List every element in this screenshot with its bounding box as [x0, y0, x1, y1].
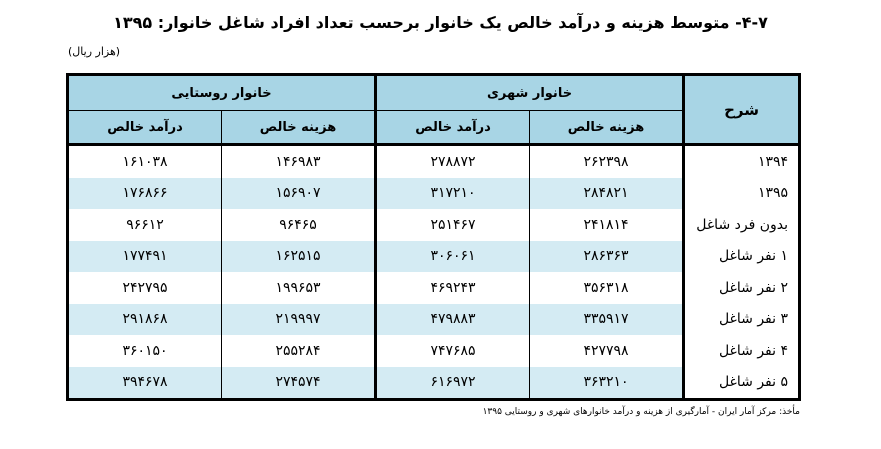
- source-note: مأخذ: مرکز آمار ایران - آمارگیری از هزینه و درآمد خانوارهای شهری و روستایی ۱۳۹۵: [482, 407, 800, 417]
- table-row: [68, 241, 800, 273]
- urban-cost-cell: ۲۸۴۸۲۱: [530, 178, 684, 210]
- rural-income-cell: ۲۴۲۷۹۵: [68, 272, 222, 304]
- rural-cost-cell: ۱۹۹۶۵۳: [222, 272, 376, 304]
- rural-cost-cell: ۲۱۹۹۹۷: [222, 304, 376, 336]
- rural-income-cell: ۹۶۶۱۲: [68, 209, 222, 241]
- table-row: [68, 209, 800, 241]
- urban-cost-cell: ۲۴۱۸۱۴: [530, 209, 684, 241]
- unit-note: (هزار ریال): [68, 45, 121, 58]
- row-label: ۴ نفر شاغل: [684, 335, 800, 367]
- row-label: ۵ نفر شاغل: [684, 367, 800, 400]
- urban-group-header: خانوار شهری: [376, 75, 684, 111]
- table-row: [68, 272, 800, 304]
- rural-cost-cell: ۱۵۶۹۰۷: [222, 178, 376, 210]
- label-column-header: شرح: [684, 75, 800, 145]
- table-row: [68, 367, 800, 400]
- urban-income-cell: ۳۰۶۰۶۱: [376, 241, 530, 273]
- urban-cost-cell: ۲۶۲۳۹۸: [530, 145, 684, 178]
- rural-income-cell: ۳۹۴۶۷۸: [68, 367, 222, 400]
- table-row: [68, 145, 800, 178]
- rural-income-cell: ۱۷۷۴۹۱: [68, 241, 222, 273]
- urban-income-cell: ۳۱۷۲۱۰: [376, 178, 530, 210]
- rural-cost-cell: ۲۷۴۵۷۴: [222, 367, 376, 400]
- table-title: ۴-۷- متوسط هزینه و درآمد خالص یک خانوار برحسب تعداد افراد شاغل خانوار: ۱۳۹۵: [113, 13, 768, 32]
- rural-cost-header: هزینه خالص: [222, 111, 376, 145]
- row-label: ۲ نفر شاغل: [684, 272, 800, 304]
- table-row: [68, 178, 800, 210]
- statistics-table: [66, 73, 801, 401]
- rural-income-cell: ۲۹۱۸۶۸: [68, 304, 222, 336]
- rural-income-header: درآمد خالص: [68, 111, 222, 145]
- urban-cost-cell: ۲۸۶۳۶۳: [530, 241, 684, 273]
- row-label: ۱۳۹۴: [684, 145, 800, 178]
- rural-cost-cell: ۱۶۲۵۱۵: [222, 241, 376, 273]
- urban-cost-cell: ۳۵۶۳۱۸: [530, 272, 684, 304]
- row-label: ۳ نفر شاغل: [684, 304, 800, 336]
- rural-cost-cell: ۹۶۴۶۵: [222, 209, 376, 241]
- urban-income-cell: ۷۴۷۶۸۵: [376, 335, 530, 367]
- row-label: بدون فرد شاغل: [684, 209, 800, 241]
- row-label: ۱۳۹۵: [684, 178, 800, 210]
- table-row: [68, 304, 800, 336]
- rural-income-cell: ۳۶۰۱۵۰: [68, 335, 222, 367]
- rural-cost-cell: ۱۴۶۹۸۳: [222, 145, 376, 178]
- urban-income-cell: ۲۵۱۴۶۷: [376, 209, 530, 241]
- urban-income-header: درآمد خالص: [376, 111, 530, 145]
- row-label: ۱ نفر شاغل: [684, 241, 800, 273]
- urban-income-cell: ۴۷۹۸۸۳: [376, 304, 530, 336]
- urban-cost-cell: ۴۲۷۷۹۸: [530, 335, 684, 367]
- rural-group-header: خانوار روستایی: [68, 75, 376, 111]
- urban-cost-cell: ۳۶۳۲۱۰: [530, 367, 684, 400]
- rural-income-cell: ۱۷۶۸۶۶: [68, 178, 222, 210]
- table-row: [68, 335, 800, 367]
- rural-cost-cell: ۲۵۵۲۸۴: [222, 335, 376, 367]
- rural-income-cell: ۱۶۱۰۳۸: [68, 145, 222, 178]
- urban-income-cell: ۲۷۸۸۷۲: [376, 145, 530, 178]
- urban-cost-cell: ۳۳۵۹۱۷: [530, 304, 684, 336]
- urban-income-cell: ۴۶۹۲۴۳: [376, 272, 530, 304]
- urban-cost-header: هزینه خالص: [530, 111, 684, 145]
- urban-income-cell: ۶۱۶۹۷۲: [376, 367, 530, 400]
